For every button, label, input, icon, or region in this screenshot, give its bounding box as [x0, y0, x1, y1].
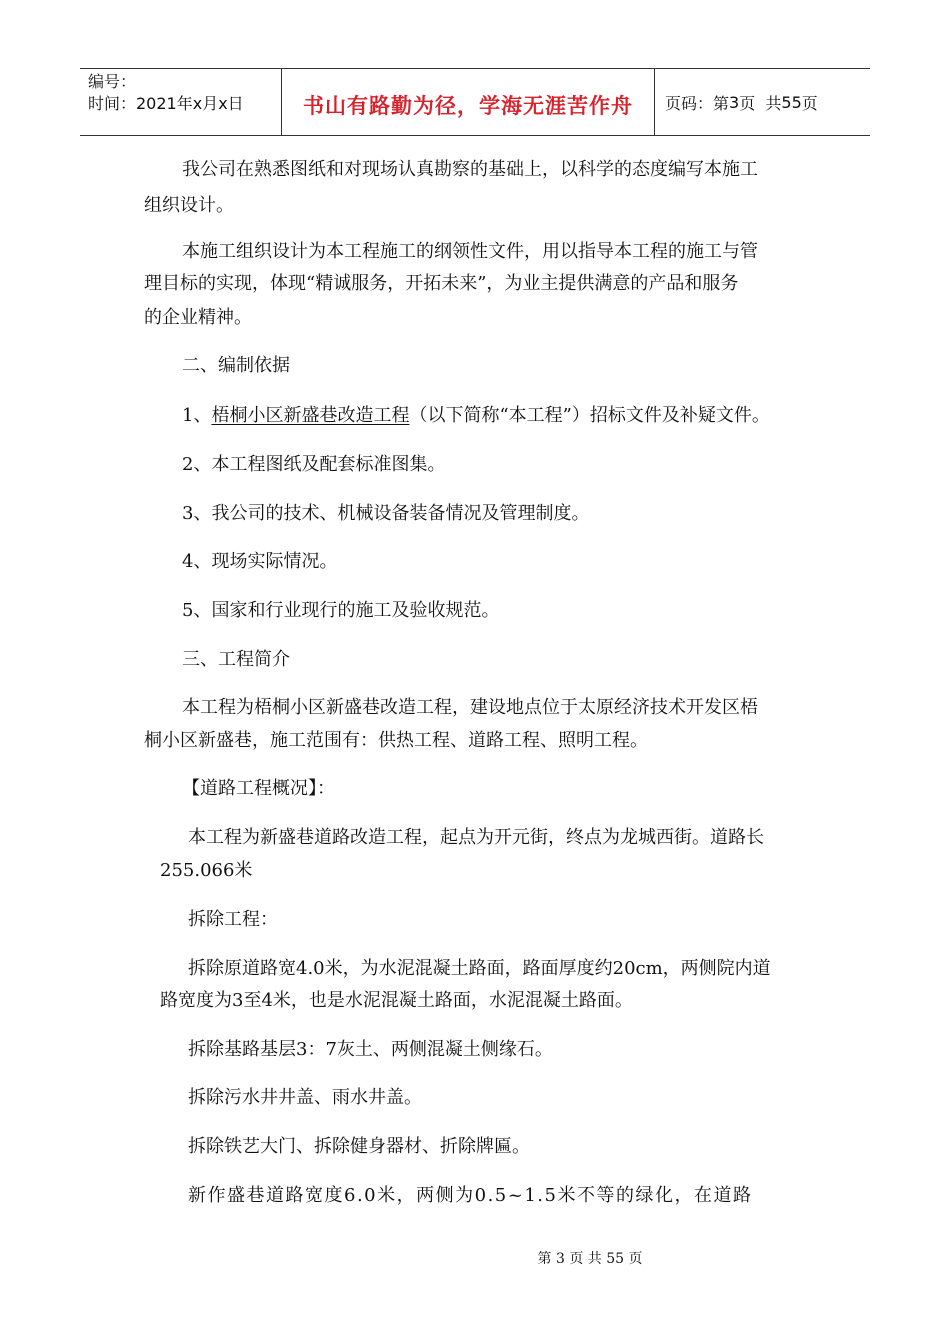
footer-total: 55 [606, 1251, 625, 1267]
document-header [80, 68, 870, 136]
basis-item-4: 4、现场实际情况。 [182, 551, 338, 572]
paragraph-line: 255.066米 [160, 860, 253, 881]
paragraph-line: 拆除铁艺大门、拆除健身器材、折除牌匾。 [188, 1136, 530, 1157]
basis-item-1-prefix: 1、 [182, 405, 212, 426]
page-prefix: 页码：第 [665, 93, 730, 113]
paragraph-line: 新作盛巷道路宽度6.0米，两侧为0.5~1.5米不等的绿化，在道路 [188, 1185, 753, 1206]
section-heading: 二、编制依据 [182, 355, 290, 376]
page-middle: 页 共 [739, 93, 782, 113]
paragraph-line: 本施工组织设计为本工程施工的纲领性文件，用以指导本工程的施工与管 [182, 241, 758, 262]
project-name-underlined: 梧桐小区新盛巷改造工程 [211, 405, 410, 426]
paragraph-line: 拆除污水井井盖、雨水井盖。 [188, 1087, 422, 1108]
paragraph-line: 的企业精神。 [144, 307, 252, 328]
paragraph-line: 拆除原道路宽4.0米，为水泥混凝土路面，路面厚度约20cm，两侧院内道 [188, 958, 771, 979]
header-meta-cell [80, 69, 282, 135]
subsection-heading: 【道路工程概况】： [182, 778, 335, 799]
paragraph-line: 我公司在熟悉图纸和对现场认真勘察的基础上，以科学的态度编写本施工 [182, 159, 758, 180]
paragraph-line: 本工程为梧桐小区新盛巷改造工程，建设地点位于太原经济技术开发区梧 [182, 697, 758, 718]
paragraph-line: 路宽度为3至4米，也是水泥混凝土路面，水泥混凝土路面。 [160, 990, 633, 1011]
basis-item-2: 2、本工程图纸及配套标准图集。 [182, 454, 446, 475]
header-motto: 书山有路勤为径，学海无涯苦作舟 [303, 94, 633, 118]
subsection-heading: 拆除工程： [188, 909, 278, 930]
basis-item-5: 5、国家和行业现行的施工及验收规范。 [182, 600, 500, 621]
footer-suffix: 页 [628, 1251, 643, 1267]
page-total: 55 [781, 92, 802, 112]
paragraph-line: 拆除基路基层3：7灰土、两侧混凝土侧缘石。 [188, 1039, 553, 1060]
page-suffix: 页 [801, 93, 818, 113]
page-current: 3 [729, 92, 740, 112]
page-footer [0, 1248, 950, 1268]
paragraph-line: 理目标的实现，体现“精诚服务，开拓未来”，为业主提供满意的产品和服务 [144, 273, 739, 294]
header-motto-cell [282, 69, 655, 135]
paragraph-line: 本工程为新盛巷道路改造工程，起点为开元街，终点为龙城西街。道路长 [188, 827, 764, 848]
paragraph-line: 组织设计。 [144, 195, 234, 216]
basis-item-1-suffix: （以下简称“本工程”）招标文件及补疑文件。 [409, 405, 770, 426]
paragraph-line: 桐小区新盛巷，施工范围有：供热工程、道路工程、照明工程。 [144, 730, 648, 751]
document-date-label: 时间：2021年x月x日 [88, 94, 244, 113]
footer-middle: 页 共 [569, 1251, 602, 1267]
basis-item-3: 3、我公司的技术、机械设备装备情况及管理制度。 [182, 503, 590, 524]
document-number-label: 编号： [88, 72, 137, 91]
footer-prefix: 第 [537, 1251, 552, 1267]
header-page-info [655, 69, 870, 135]
footer-current: 3 [555, 1251, 565, 1267]
basis-item-1 [182, 400, 770, 432]
section-heading: 三、工程简介 [182, 649, 290, 670]
